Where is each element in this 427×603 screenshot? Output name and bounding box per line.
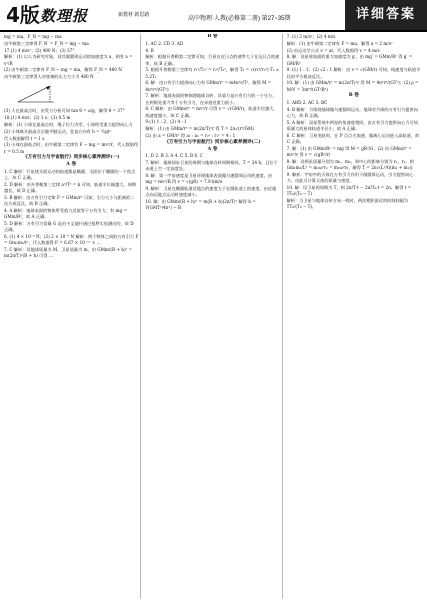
section-heading: A 卷 — [66, 162, 77, 168]
answer-paragraph: 9. 解析：宇宙中的天体在万有引力作用下做圆周运动，引力提供向心力，由此可计算天体的质量与密度。 — [286, 171, 414, 184]
answer-paragraph: 7. 解析：地球表面的物体随地球自转，其重力是万有引力的一个分力；在两极处重力等于万有引力，在赤道处重力最小。 — [145, 93, 277, 105]
answer-paragraph: 7. C 解析：设地球质量为 M，卫星质量为 m，由 GMm/(R + h)² = m(2π/T)²(R + h) 可得 … — [4, 246, 133, 259]
answer-paragraph: 5. A 解析：双星系统中两星的角速度相同，由万有引力提供向心力可知质量大的星体轨道半径小，故 A 正确。 — [286, 119, 418, 132]
section-heading: B 卷 — [207, 34, 218, 39]
section-heading: A 卷 — [207, 146, 218, 152]
answer-paragraph: (3) 人在最高点时，由受力分析可知 tan θ = a/g，解得 θ = 37° — [4, 108, 125, 114]
answer-paragraph: 8. C 解析：由 GMm/r² = mv²/r 可得 v = √(GM/r)，轨道半径越大，线速度越小，故 C 正确。 — [145, 106, 278, 118]
answer-paragraph: 7. (1) 2 m/s²；(2) 4 m/s — [286, 34, 336, 39]
answer-paragraph: 8. 解：第一宇宙速度是卫星环绕地球表面做匀速圆周运动的速度，由 mg = mv²/R 得 v = √(gR) = 7.9 km/s — [145, 173, 273, 185]
answer-paragraph: 解析：(1) 由牛顿第二定律有 F = ma，解得 a = 2 m/s² — [286, 40, 393, 46]
answer-paragraph: 代入数据解得 t = 1 s — [4, 135, 45, 141]
column-middle — [145, 34, 282, 599]
issue-info: 高中物理·人教(必修第二册) 第27~35期 — [188, 16, 291, 22]
page-header — [0, 0, 427, 32]
answer-paragraph: 8. 解：设星球表面的重力加速度为 g′，由 mg′ = GMm/R² 得 g′ = GM/R² — [286, 54, 413, 66]
answer-paragraph: 解析：当卫星与地球自转方向一致时，两次相距最近的时间间隔为 TT₀/(T₀ − T)。 — [286, 197, 409, 210]
answer-paragraph: (3) 小球在最低点时，由牛顿第二定律有 F − mg = mv²/r，代入数据得 r = 0.5 m — [4, 142, 139, 154]
answer-paragraph: 1. AC 2. CD 3. AD — [145, 40, 184, 46]
answer-paragraph: 10. 解：由 GMm/(R + h)² = m(R + h)(2π/T)² 解得 h = ∛(GMT²/4π²) − R — [145, 199, 256, 211]
answer-paragraph: 1. D 2. B 3. A 4. C 5. B 6. C — [145, 153, 203, 159]
answer-paragraph: 3. B 解析：由万有引力定律 F = GMm/r² 可知，引力大小与距离的二次方成反比，故 B 正确。 — [4, 194, 135, 207]
answer-paragraph: 4. B 解析：月球绕地球做匀速圆周运动，地球对月球的万有引力提供向心力，故 B 正确。 — [286, 106, 418, 119]
answer-paragraph: 6. C 解析：卫星变轨时，在 P 点点火加速，做离心运动进入高轨道，故 C 正确。 — [286, 132, 420, 145]
answer-paragraph: 4. B — [145, 47, 154, 53]
answer-paragraph: mg = ma，F_N = mg − ma — [4, 34, 62, 39]
answer-paragraph: 9.(1) 1 : 2；(2) 4 : 1 — [145, 119, 187, 125]
answer-paragraph: (2) 小球离开最高点后做平抛运动，竖直方向有 h = ½gt² — [4, 128, 112, 134]
answer-paragraph: 17.(1) 4 m/s²；(2) 480 N；(3) 37° — [4, 47, 75, 53]
column-left — [4, 34, 141, 599]
answer-columns — [4, 34, 423, 599]
answer-paragraph: 解析：(1) 小球在最高点时，绳子拉力为零，小球所受重力提供向心力 — [4, 121, 133, 127]
answer-paragraph: 解析：(1) 以人为研究对象，设其做圆周运动的加速度为 a，则有 a = v²/R — [4, 54, 133, 66]
section-heading: 《万有引力与宇宙航行》同步核心素养测评(一) — [23, 155, 120, 161]
answer-paragraph: 6. (1) 4 × 10⁻⁸ N；(2) 2 × 10⁻⁹ N 解析：两个物体之间的万有引力 F = Gm₁m₂/r²，代入数据得 F = 6.67 × 10⁻¹¹ × … — [4, 233, 139, 246]
answer-paragraph: 由牛顿第三定律得 F_N′ = F_N = mg − ma — [4, 40, 89, 46]
answer-paragraph: 5. 根据开普勒第三定律有 r₁³/T₁² = r₂³/T₂²，解得 T₂ = √(r₂³/r₁³)·T₁ ≈ 5.2T₁ — [145, 67, 280, 79]
answer-paragraph: 6. 解：由万有引力提供向心力有 GMm/r² = m4π²r/T²，解得 M = 4π²r³/(GT²) — [145, 80, 272, 92]
answer-paragraph: 9. (1) 1 : 1；(2) √2 : 1 解析：由 v = √(GM/r) 可知，线速度与轨道半径的平方根成反比。 — [286, 67, 421, 79]
answer-paragraph: 9. 解析：卫星在椭圆轨道近地点的速度大于在圆轨道上的速度，由近地点向远地点运动时速度减小。 — [145, 186, 277, 198]
answer-paragraph: 18.(1) 8 m/s；(2) 1 s；(3) 0.5 m — [4, 115, 71, 121]
answer-paragraph: (2) 由 a = GM/r² 得 a₁ : a₂ = r₂² : r₁² = 4 : 1 — [145, 132, 236, 138]
edition-number: 4版 — [6, 3, 40, 27]
newspaper-masthead: 数理报 — [40, 7, 89, 25]
answer-paragraph: 10. 解：设卫星的周期为 T，则 2π/T·t − 2π/T₀·t = 2π，解得 t = TT₀/(T₀ − T) — [286, 184, 412, 197]
answer-paragraph: 解析：根据开普勒第二定律可知，行星在近日点的速率大于在远日点的速率，故 B 正确。 — [145, 54, 280, 66]
answer-paragraph: 4. A 解析：地球表面的物体所受重力近似等于万有引力，有 mg = GMm/R²，故 A 正确。 — [4, 207, 128, 220]
answer-paragraph: (2) 由牛顿第二定律有 F_N − mg = ma，解得 F_N = 480 N — [4, 67, 122, 73]
answer-paragraph: 1. ABD 2. AC 3. BC — [286, 100, 328, 106]
tagline: 新教材 新思路 — [118, 12, 150, 18]
answer-paragraph: 10. 解：(1) 由 GMm/r² = m(2π/T)²r 得 M = 4π²r³/(GT²)；(2) ρ = M/V = 3πr³/(GT²R³) — [286, 80, 419, 92]
force-diagram-figure — [14, 82, 58, 106]
section-heading: 《万有引力与宇宙航行》同步核心素养测评(二) — [164, 139, 261, 145]
answer-paragraph: 8. 解：设两星质量分别为 m₁、m₂，到中心的距离分别为 r₁、r₂，则 Gm₁m₂/L² = m₁ω²r₁ = m₂ω²r₂，解得 T = 2π√(L³/G(m₁ + m₂)) — [286, 158, 414, 171]
answer-paragraph: 2. D 解析：由开普勒第三定律 a³/T² = k 可知，轨道半长轴越大，周期越长，故 D 正确。 — [4, 181, 136, 194]
answers-banner: 详细答案 — [345, 0, 427, 30]
section-heading: B 卷 — [348, 93, 359, 99]
answer-paragraph: 5. D 解析：万有引力常量 G 是由卡文迪什通过扭秤实验测出的，故 D 正确。 — [4, 220, 134, 233]
answer-paragraph: 7. 解析：地球同步卫星的周期与地球自转周期相同，T = 24 h，且位于赤道上空一定高度处。 — [145, 160, 278, 172]
answer-paragraph: 7. 解：(1) 由 GMm/R² = mg 得 M = gR²/G；(2) 由 GMm/r² = mv²/r 得 v = √(gR²/r) — [286, 145, 412, 158]
answer-paragraph: 1. C 解析：行星绕太阳运动的轨道都是椭圆，太阳位于椭圆的一个焦点上，故 C 正确。 — [4, 168, 136, 181]
answer-paragraph: 解析：(1) 由 GMm/r² = m(2π/T)²r 得 T = 2π√(r³/GM) — [145, 126, 254, 132]
column-right — [287, 34, 423, 599]
answer-paragraph: (2) 由运动学公式 v = at，代入数据得 v = 4 m/s — [286, 47, 380, 53]
answer-paragraph: 由牛顿第三定律得人对座椅的压力大小为 480 N — [4, 74, 94, 80]
